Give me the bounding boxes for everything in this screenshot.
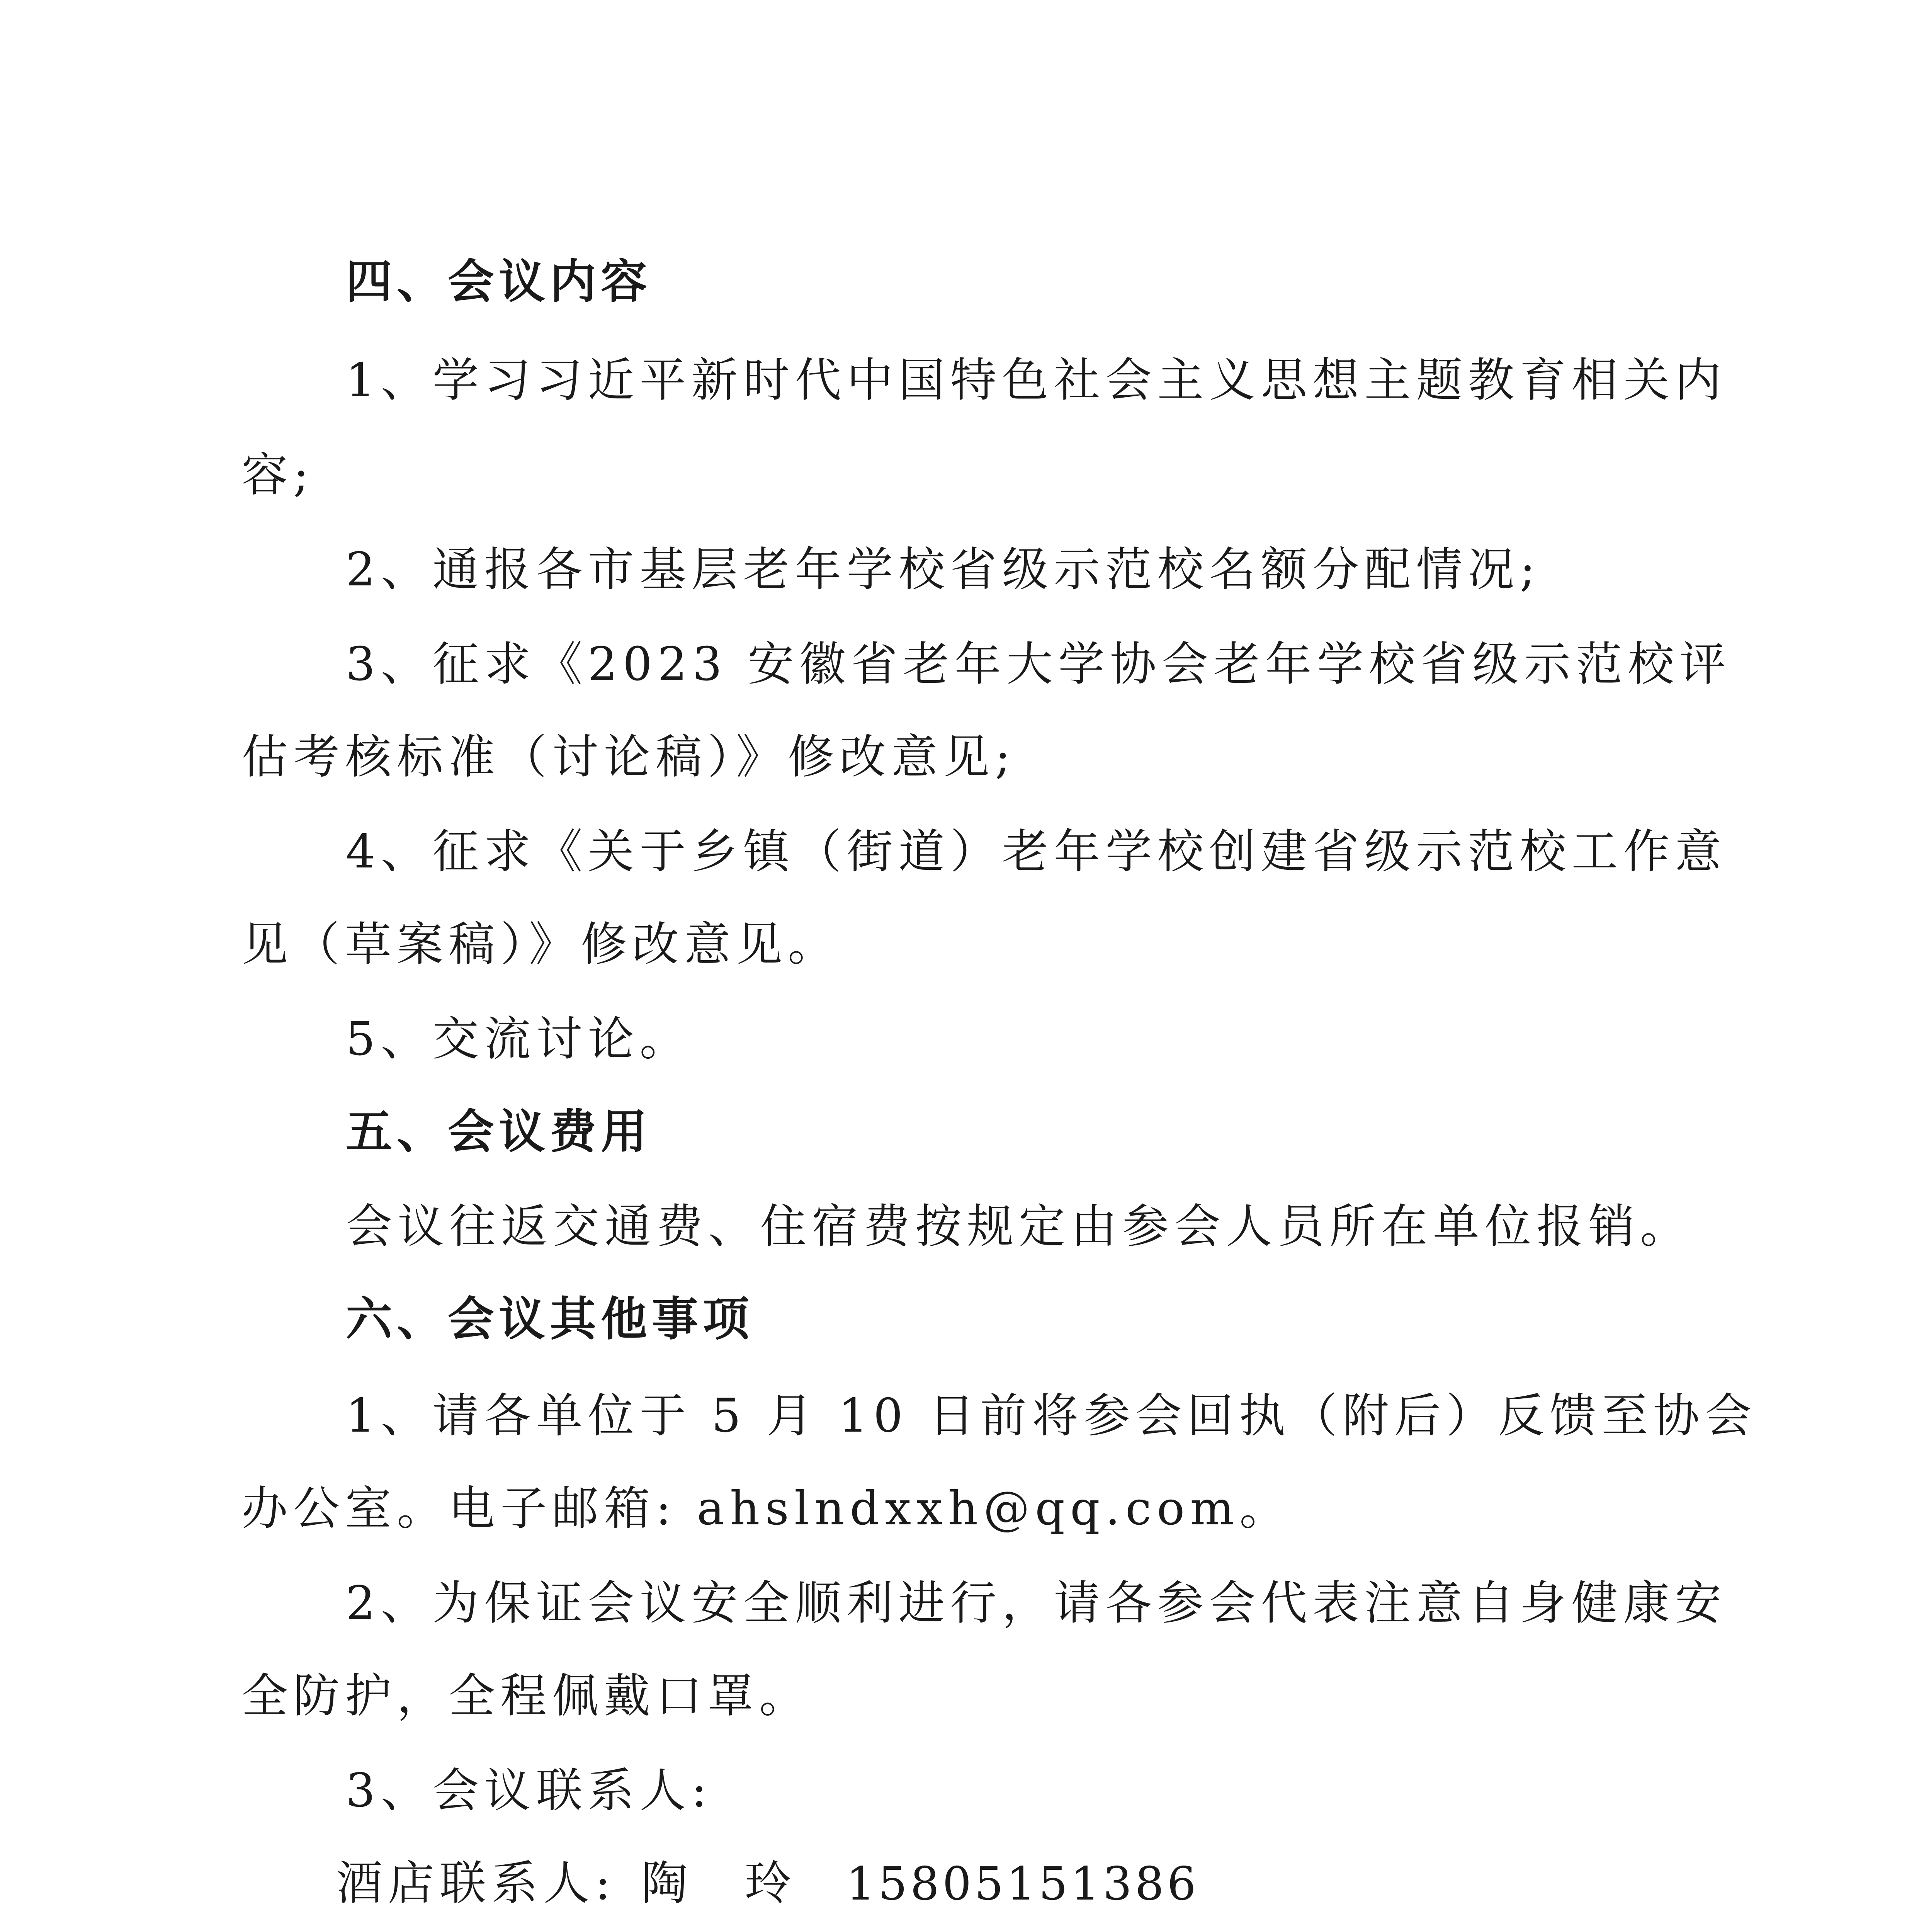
section-6-item-1-line-2: 办公室。电子邮箱: ahslndxxh@qq.com。 [241, 1482, 1292, 1536]
section-4-item-5: 5、交流讨论。 [346, 1012, 692, 1066]
section-6-item-2-line-2: 全防护，全程佩戴口罩。 [241, 1669, 811, 1723]
section-6-heading: 六、会议其他事项 [346, 1293, 754, 1346]
section-4-item-4-line-2: 见（草案稿）》修改意见。 [241, 918, 840, 971]
section-6-item-3: 3、会议联系人: [346, 1764, 712, 1818]
section-6-item-2-line-1: 2、为保证会议安全顺利进行，请各参会代表注意自身健康安 [346, 1577, 1727, 1630]
hotel-contact-label: 酒店联系人: [336, 1857, 616, 1910]
section-4-item-3-line-2: 估考核标准（讨论稿）》修改意见; [241, 730, 1016, 784]
section-6-item-1-line-1: 1、请各单位于 5 月 10 日前将参会回执（附后）反馈至协会 [346, 1389, 1757, 1443]
section-4-item-4-line-1: 4、征求《关于乡镇（街道）老年学校创建省级示范校工作意 [346, 825, 1727, 879]
section-4-heading: 四、会议内容 [346, 255, 652, 309]
section-4-item-2: 2、通报各市基层老年学校省级示范校名额分配情况; [346, 543, 1541, 597]
section-5-heading: 五、会议费用 [346, 1105, 652, 1159]
section-4-item-1-line-1: 1、学习习近平新时代中国特色社会主义思想主题教育相关内 [346, 354, 1727, 407]
hotel-contact-phone: 15805151386 [846, 1857, 1199, 1910]
hotel-contact-name: 陶 玲 [641, 1857, 797, 1910]
section-4-item-1-line-2: 容; [241, 448, 314, 502]
section-5-text: 会议往返交通费、住宿费按规定由参会人员所在单位报销。 [346, 1200, 1692, 1253]
section-4-item-3-line-1: 3、征求《2023 安徽省老年大学协会老年学校省级示范校评 [346, 638, 1731, 691]
